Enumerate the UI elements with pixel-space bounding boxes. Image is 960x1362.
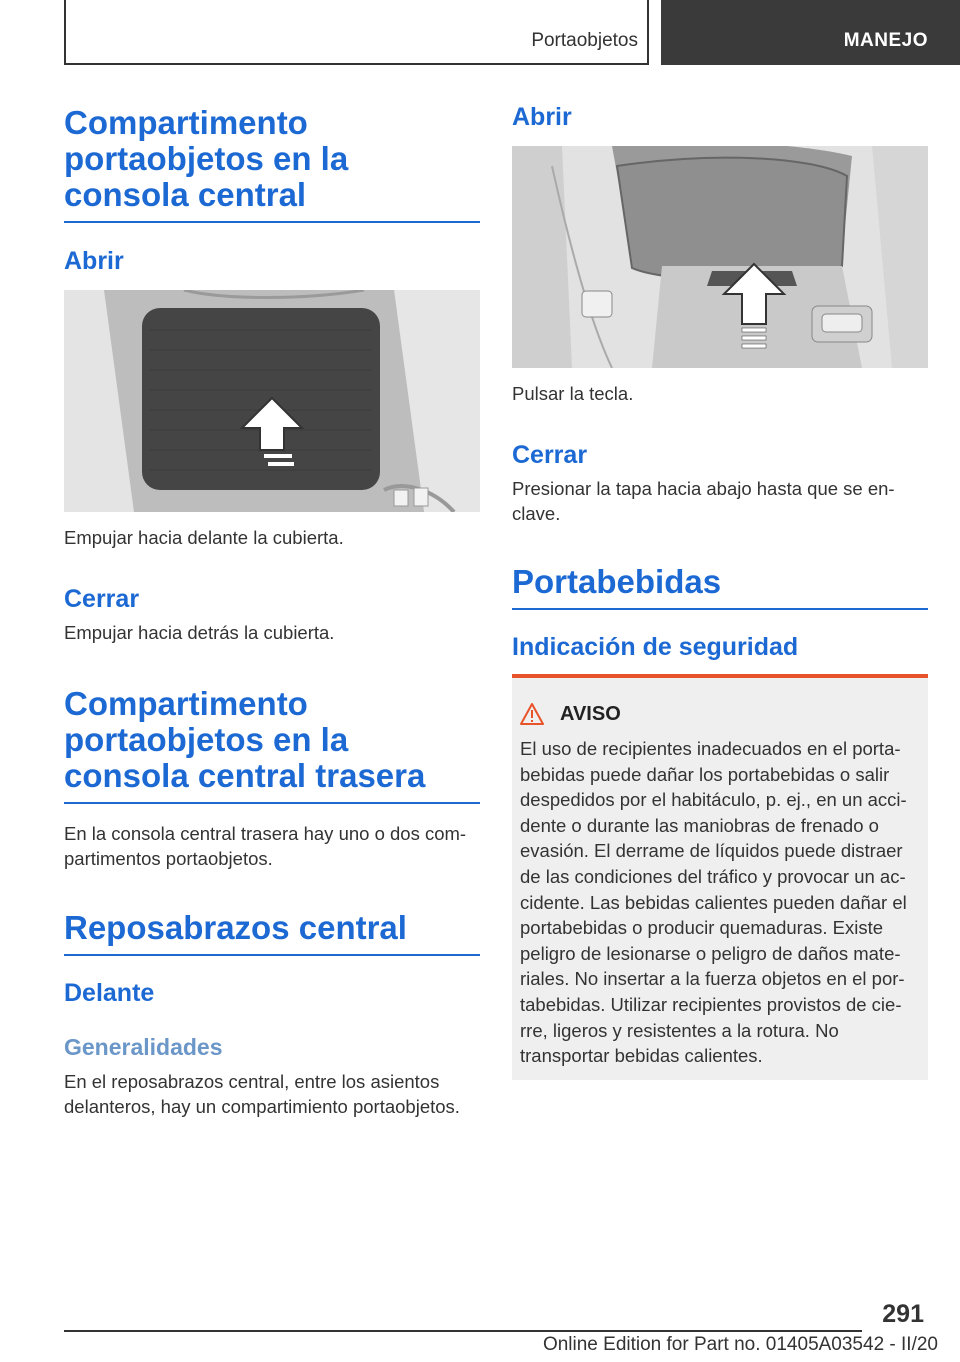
warning-text: El uso de recipientes inadecuados en el porta-bebidas puede dañar los portabebidas o salir despedidos por el habitáculo, p. ej., en un acci-dente o durante las maniobras de frenado o evasión. El derrame de líquidos puede distraer de las condiciones del tráfico y provocar un ac-cidente. Las bebidas calientes pueden dañar el portabebidas o producir quemaduras. Existe peligro de lesionarse o peligro de daños mate-riales. No insertar a la fuerza objetos en el por-tabebidas. Utilizar recipientes provistos de cie-rre, ligeros y resistentes a la rotura. No transportar bebidas calientes. <box>520 738 907 1067</box>
footer-edition: Online Edition for Part no. 01405A03542 - II/20 <box>542 1334 938 1355</box>
heading-center-console-storage: Compartimento portaobjetos en la consola central <box>64 105 480 223</box>
text-close-1: Empujar hacia detrás la cubierta. <box>64 622 335 643</box>
warning-box <box>512 674 928 1080</box>
page-number: 291 <box>882 1300 924 1328</box>
text-close-2: Presionar la tapa hacia abajo hasta que se en-clave. <box>512 478 895 524</box>
text-general: En el reposabrazos central, entre los asientos delanteros, hay un compartimiento portaobjetos. <box>64 1071 460 1117</box>
header-chapter-label: MANEJO <box>843 30 928 51</box>
text-rear-console: En la consola central trasera hay uno o dos com-partimentos portaobjetos. <box>64 823 467 869</box>
heading-rear-console-storage: Compartimento portaobjetos en la consola central trasera <box>64 686 480 804</box>
header-chapter-tab <box>661 0 960 65</box>
warning-triangle-icon <box>520 703 544 725</box>
heading-center-armrest: Reposabrazos central <box>64 910 480 956</box>
heading-close-1: Cerrar <box>64 585 140 613</box>
warning-title: AVISO <box>560 702 621 725</box>
heading-general: Generalidades <box>64 1034 223 1060</box>
figure-armrest <box>512 146 928 368</box>
heading-safety-note: Indicación de seguridad <box>512 633 799 661</box>
header-rule-divider <box>647 0 649 64</box>
header-rule-bottom <box>64 63 649 65</box>
figure-center-console-cover <box>64 290 480 512</box>
footer-rule <box>64 1330 862 1332</box>
caption-open-2: Pulsar la tecla. <box>512 383 634 404</box>
caption-open-1: Empujar hacia delante la cubierta. <box>64 527 344 548</box>
heading-cupholder: Portabebidas <box>512 564 928 610</box>
header-section-title: Portaobjetos <box>531 30 638 51</box>
warning-header <box>520 702 621 726</box>
heading-open-1: Abrir <box>64 247 124 275</box>
heading-open-2: Abrir <box>512 103 572 131</box>
console-cover-illustration <box>64 290 480 512</box>
heading-close-2: Cerrar <box>512 441 588 469</box>
header-rule-left <box>64 0 66 64</box>
heading-front: Delante <box>64 979 155 1007</box>
armrest-illustration <box>512 146 928 368</box>
